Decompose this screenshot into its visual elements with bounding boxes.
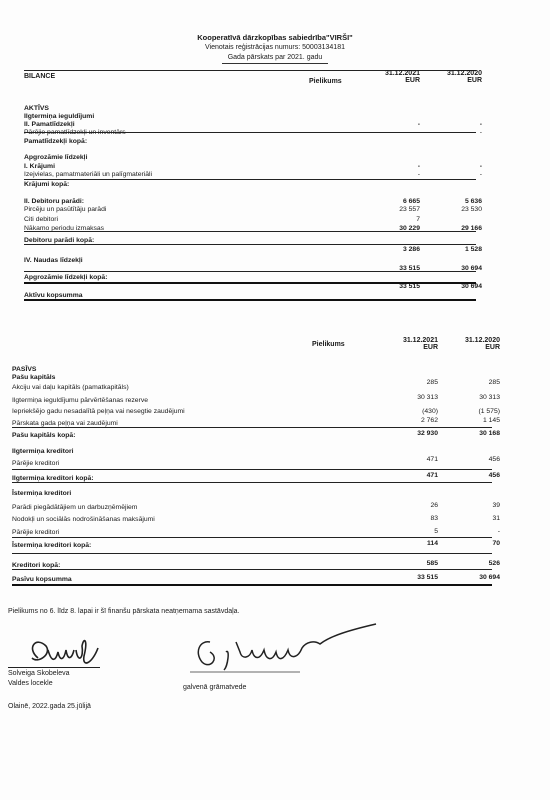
rule	[24, 132, 476, 133]
signatory-1-name: Solveiga Skobeleva	[8, 670, 70, 677]
row-suppliers: Parādi piegādātājiem un darbuzņēmējiem 26 39	[12, 502, 500, 511]
row-other-debtors: Citi debitori 7	[24, 216, 420, 223]
document-header	[0, 33, 550, 64]
row-equity-total: Pašu kapitāls kopā: 32 930 30 168	[12, 430, 500, 439]
col-2020-header: 31.12.2020 EUR	[446, 70, 482, 84]
rule	[24, 282, 476, 284]
row-trade-receivables: Pircēju un pasūtītāju parādi 23 557 23 530	[24, 206, 482, 213]
report-title: Gada pārskats par 2021. gadu	[222, 53, 329, 64]
annex-note: Pielikums no 6. līdz 8. lapai ir šī finanšu pārskata neatņemama sastāvdaļa.	[8, 608, 240, 615]
row-fixed-assets: II. Pamatlīdzekļi - -	[24, 121, 482, 128]
row-current-assets-total: Apgrozāmie līdzekļi kopā: 33 515 30 694	[24, 274, 482, 290]
row-assets-total: Aktīvu kopsumma	[24, 292, 83, 299]
organization-name: Kooperatīvā dārzkopības sabiedrība"VIRŠI"	[197, 33, 353, 42]
row-pasivs: PASĪVS	[12, 366, 37, 373]
place-and-date: Olainē, 2022.gada 25.jūlijā	[8, 703, 91, 710]
balance-title: BILANCE	[24, 73, 56, 80]
rule	[12, 584, 492, 586]
row-raw-materials: Izejvielas, pamatmateriāli un palīgmateriāli - -	[24, 171, 482, 178]
registration-number: Vienotais reģistrācijas numurs: 50003134181	[205, 44, 345, 51]
row-retained-earnings: Iepriekšējo gadu nesadalītā peļņa vai nesegtie zaudējumi (430) (1 575)	[12, 408, 500, 415]
row-current-year-profit: Pārskata gada peļņa vai zaudējumi 2 762 1 145	[12, 417, 500, 427]
col-2021-header: 31.12.2021 EUR	[402, 337, 438, 351]
col-2021-header: 31.12.2021 EUR	[384, 70, 420, 84]
row-deferred-expenses: Nākamo periodu izmaksas 30 229 29 166	[24, 225, 482, 232]
row-receivables: II. Debitoru parādi: 6 665 5 636	[24, 198, 482, 205]
rule	[12, 482, 492, 483]
row-equity: Pašu kapitāls	[12, 374, 56, 381]
rule	[12, 469, 492, 470]
rule	[12, 553, 492, 554]
row-other-fixed-assets: Pārējie pamatlīdzekļi un inventārs - -	[24, 129, 482, 136]
row-long-term-investments: Ilgtermiņa ieguldījumi	[24, 113, 95, 120]
rule	[24, 231, 476, 232]
rule	[24, 271, 476, 272]
rule	[12, 427, 492, 428]
row-current-assets: Apgrozāmie līdzekļi	[24, 154, 88, 161]
rule	[12, 569, 492, 570]
row-other-creditors-st: Pārējie kreditori 5 -	[12, 528, 500, 536]
row-long-term-creditors-total: Ilgtermiņa kreditori kopā: 471 456	[12, 472, 500, 482]
rule	[12, 537, 492, 538]
row-share-capital: Akciju vai daļu kapitāls (pamatkapitāls) 285 285	[12, 379, 500, 391]
rule	[24, 244, 476, 245]
row-other-creditors-lt: Pārējie kreditori 471 456	[12, 456, 500, 467]
rule	[24, 299, 476, 301]
row-inventories: I. Krājumi - -	[24, 163, 482, 170]
row-taxes: Nodokļi un sociālās nodrošināšanas maksājumi 83 31	[12, 515, 500, 523]
signatory-1-role: Valdes locekle	[8, 680, 53, 687]
signatory-2-role: galvenā grāmatvede	[183, 684, 247, 691]
row-revaluation-reserve: Ilgtermiņa ieguldījumu pārvērtēšanas rezerve 30 313 30 313	[12, 394, 500, 404]
signature-line-1	[8, 667, 100, 668]
row-receivables-total: Debitoru parādi kopā: 3 286 1 528	[24, 237, 482, 253]
row-aktivs: AKTĪVS	[24, 105, 49, 112]
row-creditors-total: Kreditori kopā: 585 526	[12, 560, 500, 569]
signature-2	[180, 622, 380, 682]
row-short-term-creditors: Īstermiņa kreditori	[12, 490, 72, 497]
row-cash: IV. Naudas līdzekļi 33 515 30 694	[24, 257, 482, 272]
col-2020-header: 31.12.2020 EUR	[464, 337, 500, 351]
row-inventories-total: Krājumi kopā:	[24, 181, 70, 188]
note-column-header: Pielikums	[312, 341, 345, 348]
note-column-header: Pielikums	[309, 78, 342, 85]
row-long-term-creditors: Ilgtermiņa kreditori	[12, 448, 74, 455]
row-liabilities-total: Pasīvu kopsumma 33 515 30 694	[12, 574, 500, 583]
row-fixed-assets-total: Pamatlīdzekļi kopā:	[24, 138, 88, 145]
row-short-term-creditors-total: Īstermiņa kreditori kopā: 114 70	[12, 540, 500, 549]
